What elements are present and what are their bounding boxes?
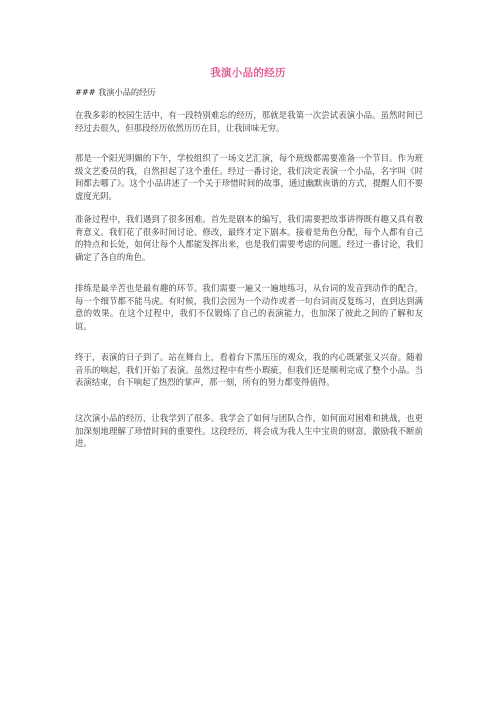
- paragraph-preparation: 准备过程中，我们遇到了很多困难。首先是剧本的编写，我们需要把故事讲得既有趣又具有教育意义。我们花了很多时间讨论、修改，最终才定下剧本。接着是角色分配，每个人都有自己的特点和长处，如何让每个人都能发挥出来，也是我们需要考虑的问题。经过一番讨论，我们确定了各自的角色。: [75, 214, 423, 262]
- paragraph-background: 那是一个阳光明媚的下午，学校组织了一场文艺汇演，每个班级都需要准备一个节目。作为班级文艺委员的我，自然担起了这个重任。经过一番讨论，我们决定表演一个小品，名字叫《时间都去哪了》。这个小品讲述了一个关于珍惜时间的故事，通过幽默诙谐的方式，提醒人们不要虚度光阴。: [75, 153, 423, 201]
- paragraph-rehearsal: 排练是最辛苦也是最有趣的环节。我们需要一遍又一遍地练习，从台词的发音到动作的配合，每一个细节都不能马虎。有时候，我们会因为一个动作或者一句台词而反复练习，直到达到满意的效果。在这个过程中，我们不仅锻炼了自己的表演能力，也加深了彼此之间的了解和友谊。: [75, 283, 423, 331]
- section-heading: ### 我演小品的经历: [75, 87, 156, 97]
- paragraph-conclusion: 这次演小品的经历，让我学到了很多。我学会了如何与团队合作，如何面对困难和挑战，也更加深刻地理解了珍惜时间的重要性。这段经历，将会成为我人生中宝贵的财富，激励我不断前进。: [75, 413, 423, 449]
- paragraph-intro: 在我多彩的校园生活中，有一段特别难忘的经历，那就是我第一次尝试表演小品。虽然时间已经过去很久，但那段经历依然历历在目，让我回味无穷。: [75, 110, 423, 133]
- page-title: 我演小品的经历: [210, 67, 286, 79]
- paragraph-performance: 终于，表演的日子到了。站在舞台上，看着台下黑压压的观众，我的内心既紧张又兴奋。随着音乐的响起，我们开始了表演。虽然过程中有些小瑕疵，但我们还是顺利完成了整个小品。当表演结束，台下响起了热烈的掌声，那一刻，所有的努力都变得值得。: [75, 352, 423, 388]
